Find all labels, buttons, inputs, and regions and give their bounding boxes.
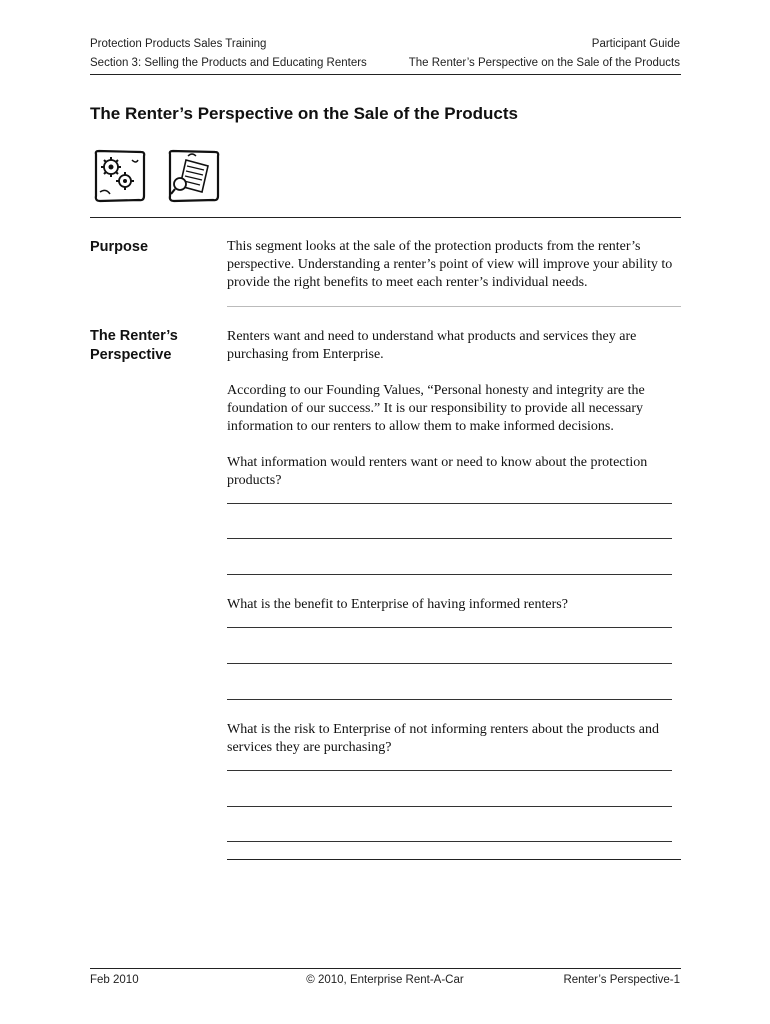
page-title: The Renter’s Perspective on the Sale of the Products — [90, 104, 518, 123]
question-3: What is the risk to Enterprise of not informing renters about the products and services they are purchasing? — [227, 722, 659, 755]
header-course-title: Protection Products Sales Training — [90, 38, 267, 50]
purpose-text: This segment looks at the sale of the protection products from the renter’s perspective. Understanding a renter’s point of view will improve your ability to provide the right benefits to meet each renter’s individual needs. — [227, 239, 673, 290]
purpose-label: Purpose — [90, 239, 149, 255]
purpose-divider — [227, 306, 681, 307]
answer-line[interactable] — [227, 574, 672, 575]
header-guide-type: Participant Guide — [591, 38, 680, 50]
header-section-title: Section 3: Selling the Products and Educating Renters — [90, 57, 367, 69]
answer-line[interactable] — [227, 627, 672, 628]
gears-icon — [92, 148, 148, 204]
answer-line[interactable] — [227, 503, 672, 504]
answer-line[interactable] — [227, 699, 672, 700]
footer-copyright: © 2010, Enterprise Rent-A-Car — [306, 974, 464, 986]
footer-page-number: Renter’s Perspective-1 — [563, 974, 680, 986]
header-topic: The Renter’s Perspective on the Sale of the Products — [408, 57, 680, 69]
perspective-label-line1: The Renter’s — [90, 328, 178, 344]
header-rule — [90, 74, 681, 75]
document-review-icon — [166, 148, 222, 204]
perspective-label-line2: Perspective — [90, 347, 172, 363]
question-1: What information would renters want or need to know about the protection products? — [227, 455, 648, 488]
section-rule-bottom — [227, 859, 681, 860]
answer-line[interactable] — [227, 770, 672, 771]
perspective-paragraph-1: Renters want and need to understand what products and services they are purchasing from Enterprise. — [227, 329, 637, 362]
section-rule-top — [90, 217, 681, 218]
answer-line[interactable] — [227, 841, 672, 842]
perspective-paragraph-2: According to our Founding Values, “Personal honesty and integrity are the foundation of our success.” It is our responsibility to provide all necessary information to our renters to allow them to make informed decisions. — [227, 383, 645, 434]
footer-date: Feb 2010 — [90, 974, 139, 986]
footer-rule — [90, 968, 681, 969]
question-2: What is the benefit to Enterprise of having informed renters? — [227, 597, 568, 612]
answer-line[interactable] — [227, 538, 672, 539]
answer-line[interactable] — [227, 806, 672, 807]
answer-line[interactable] — [227, 663, 672, 664]
